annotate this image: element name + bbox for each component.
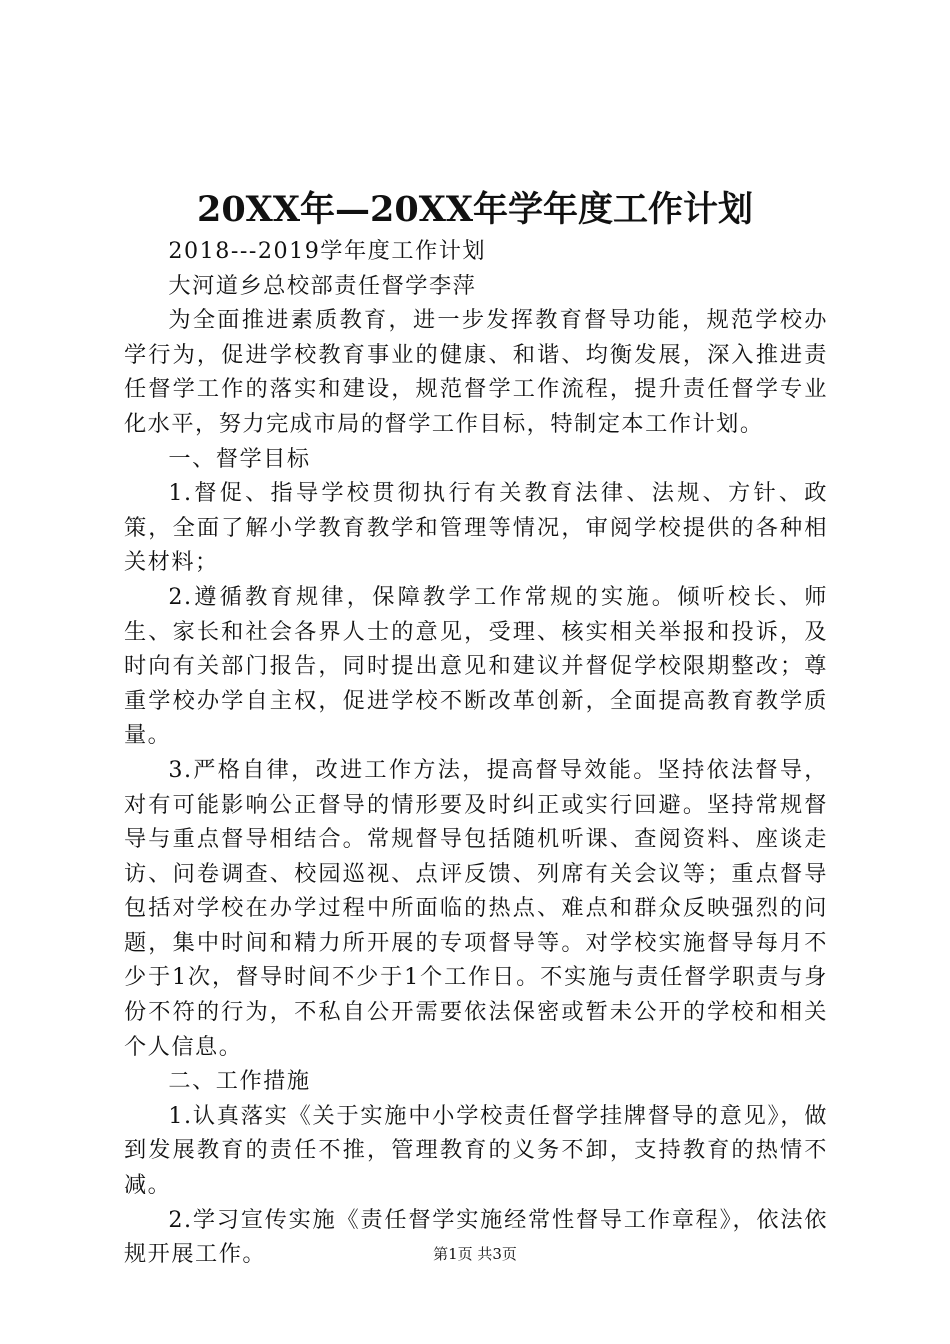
measure-item-1: 1.认真落实《关于实施中小学校责任督学挂牌督导的意见》，做到发展教育的责任不推，管理教育的义务不卸，支持教育的热情不减。: [124, 1102, 828, 1199]
intro-paragraph: 为全面推进素质教育，进一步发挥教育督导功能，规范学校办学行为，促进学校教育事业的健康、和谐、均衡发展，深入推进责任督学工作的落实和建设，规范督学工作流程，提升责任督学专业化水平，努力完成市局的督学工作目标，特制定本工作计划。: [124, 307, 828, 437]
subtitle-line: 2018---2019学年度工作计划: [168, 238, 487, 264]
page-footer: 第1页 共3页: [433, 1245, 517, 1263]
section-heading-measures: 二、工作措施: [168, 1068, 311, 1095]
document-title: 20XX年—20XX年学年度工作计划: [196, 189, 754, 230]
goal-item-1: 1.督促、指导学校贯彻执行有关教育法律、法规、方针、政策，全面了解小学教育教学和管理等情况，审阅学校提供的各种相关材料；: [124, 480, 828, 576]
measure-item-2: 2.学习宣传实施《责任督学实施经常性督导工作章程》，依法依规开展工作。: [124, 1206, 828, 1268]
section-heading-goals: 一、督学目标: [168, 445, 311, 472]
document-body: [124, 234, 828, 1272]
author-line: 大河道乡总校部责任督学李萍: [168, 272, 477, 299]
goal-item-3: 3.严格自律，改进工作方法，提高督导效能。坚持依法督导，对有可能影响公正督导的情形要及时纠正或实行回避。坚持常规督导与重点督导相结合。常规督导包括随机听课、查阅资料、座谈走访、问卷调查、校园巡视、点评反馈、列席有关会议等；重点督导包括对学校在办学过程中所面临的热点、难点和群众反映强烈的问题，集中时间和精力所开展的专项督导等。对学校实施督导每月不少于1次，督导时间不少于1个工作日。不实施与责任督学职责与身份不符的行为，不私自公开需要依法保密或暂未公开的学校和相关个人信息。: [124, 756, 828, 1060]
goal-item-2: 2.遵循教育规律，保障教学工作常规的实施。倾听校长、师生、家长和社会各界人士的意见，受理、核实相关举报和投诉，及时向有关部门报告，同时提出意见和建议并督促学校限期整改；尊重学校办学自主权，促进学校不断改革创新，全面提高教育教学质量。: [124, 583, 828, 749]
